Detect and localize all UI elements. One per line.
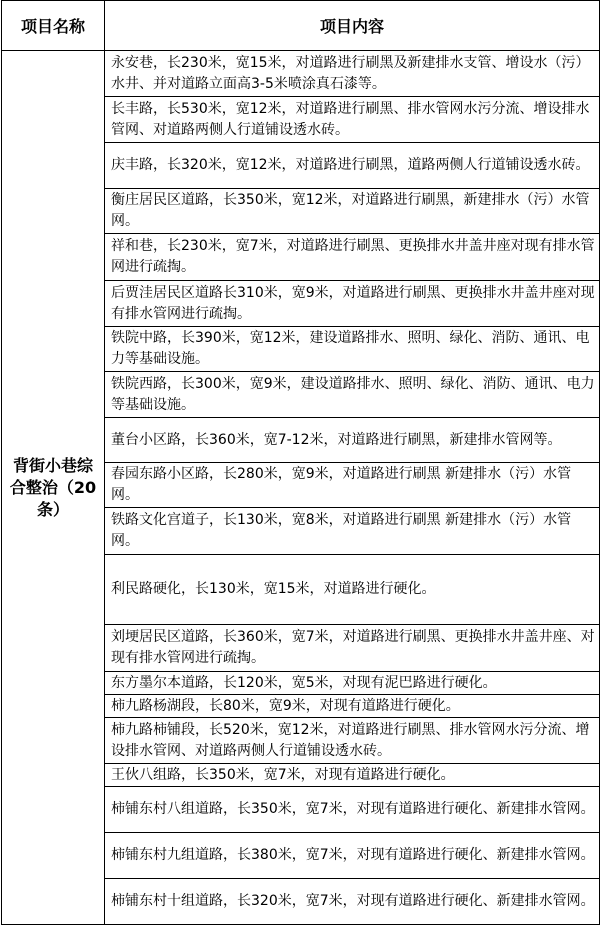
header-row: [2, 1, 600, 51]
project-content-cell: 柿铺东村九组道路，长380米，宽7米，对现有道路进行硬化、新建排水管网。: [105, 833, 600, 879]
project-content-cell: 东方墨尔本道路，长120米，宽5米，对现有泥巴路进行硬化。: [105, 672, 600, 695]
project-content-cell: 王伙八组路，长350米，宽7米，对现有道路进行硬化。: [105, 764, 600, 787]
project-content-cell: 铁路文化宫道子，长130米，宽8米，对道路进行刷黑 新建排水（污）水管网。: [105, 508, 600, 555]
project-content-cell: 柿铺东村十组道路，长320米，宽7米，对现有道路进行硬化、新建排水管网。: [105, 879, 600, 925]
project-content-cell: 后贾洼居民区道路长310米，宽9米，对道路进行刷黑、更换排水井盖井座对现有排水管网进行疏掏。: [105, 281, 600, 327]
project-content-cell: 铁院中路，长390米，宽12米，建设道路排水、照明、绿化、消防、通讯、电力等基础设施。: [105, 327, 600, 372]
project-content-cell: 刘埂居民区道路，长360米，宽7米，对道路进行刷黑、更换排水井盖井座、对现有排水管网进行疏掏。: [105, 625, 600, 672]
project-content-header: 项目内容: [105, 1, 600, 51]
table-row: [2, 51, 600, 97]
project-content-cell: 柿九路柿铺段，长520米，宽12米，对道路进行刷黑、排水管网水污分流、增设排水管网、对道路两侧人行道铺设透水砖。: [105, 718, 600, 764]
project-content-cell: 柿铺东村八组道路，长350米，宽7米，对现有道路进行硬化、新建排水管网。: [105, 787, 600, 833]
project-content-cell: 永安巷，长230米，宽15米，对道路进行刷黑及新建排水支管、增设水（污）水井、并对道路立面高3-5米喷涂真石漆等。: [105, 51, 600, 97]
project-content-cell: 长丰路，长530米，宽12米，对道路进行刷黑、排水管网水污分流、增设排水管网、对道路两侧人行道铺设透水砖。: [105, 97, 600, 143]
project-content-cell: 祥和巷，长230米，宽7米，对道路进行刷黑、更换排水井盖井座对现有排水管网进行疏掏。: [105, 234, 600, 281]
project-content-cell: 铁院西路，长300米，宽9米，建设道路排水、照明、绿化、消防、通讯、电力等基础设施。: [105, 372, 600, 418]
project-name-header: 项目名称: [2, 1, 105, 51]
project-content-cell: 庆丰路，长320米，宽12米，对道路进行刷黑，道路两侧人行道铺设透水砖。: [105, 143, 600, 189]
project-content-cell: 衡庄居民区道路，长350米，宽12米，对道路进行刷黑，新建排水（污）水管网。: [105, 189, 600, 234]
project-content-cell: 董台小区路，长360米，宽7-12米，对道路进行刷黑，新建排水管网等。: [105, 418, 600, 463]
project-content-cell: 柿九路杨湖段，长80米，宽9米，对现有道路进行硬化。: [105, 695, 600, 718]
project-table: [1, 0, 600, 925]
project-name-cell: 背街小巷综合整治（20条）: [2, 51, 105, 925]
project-content-cell: 春园东路小区路，长280米，宽9米，对道路进行刷黑 新建排水（污）水管网。: [105, 463, 600, 508]
project-content-cell: 利民路硬化，长130米，宽15米，对道路进行硬化。: [105, 555, 600, 625]
